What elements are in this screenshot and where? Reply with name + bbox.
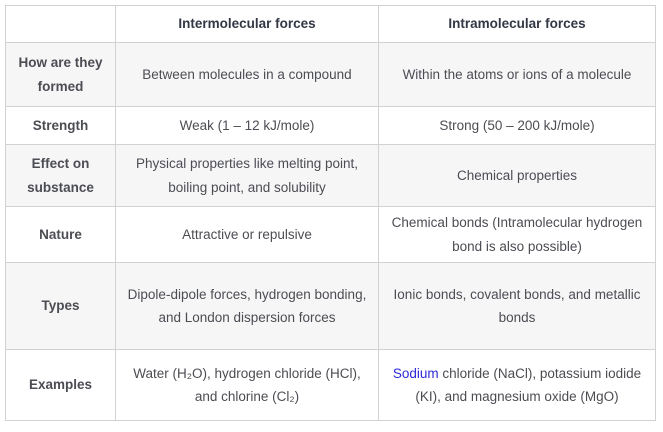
examples-intra-rest-text: chloride (NaCl), potassium iodide (KI), and magnesium oxide (MgO) (415, 365, 642, 405)
table-row-types (6, 263, 656, 350)
cell-types-intra: Ionic bonds, covalent bonds, and metallic bonds (379, 263, 656, 350)
cell-how-formed-inter: Between molecules in a compound (116, 43, 379, 107)
table-row-how-formed (6, 43, 656, 107)
row-label-examples: Examples (6, 350, 116, 421)
table-row-examples (6, 350, 656, 421)
table-row-nature (6, 207, 656, 263)
comparison-table-container (5, 5, 656, 421)
cell-nature-inter: Attractive or repulsive (116, 207, 379, 263)
cell-strength-inter: Weak (1 – 12 kJ/mole) (116, 107, 379, 145)
table-row-strength (6, 107, 656, 145)
cell-effect-inter: Physical properties like melting point, boiling point, and solubility (116, 145, 379, 207)
cell-strength-intra: Strong (50 – 200 kJ/mole) (379, 107, 656, 145)
cell-effect-intra: Chemical properties (379, 145, 656, 207)
row-label-effect: Effect on substance (6, 145, 116, 207)
row-label-types: Types (6, 263, 116, 350)
header-row (6, 6, 656, 43)
col-header-intermolecular: Intermolecular forces (116, 6, 379, 43)
table-row-effect (6, 145, 656, 207)
cell-types-inter: Dipole-dipole forces, hydrogen bonding, and London dispersion forces (116, 263, 379, 350)
cell-nature-intra: Chemical bonds (Intramolecular hydrogen bond is also possible) (379, 207, 656, 263)
corner-cell (6, 6, 116, 43)
cell-how-formed-intra: Within the atoms or ions of a molecule (379, 43, 656, 107)
cell-examples-intra (379, 350, 656, 421)
forces-comparison-table (5, 5, 656, 421)
row-label-strength: Strength (6, 107, 116, 145)
cell-examples-inter: Water (H₂O), hydrogen chloride (HCl), and chlorine (Cl₂) (116, 350, 379, 421)
col-header-intramolecular: Intramolecular forces (379, 6, 656, 43)
sodium-link[interactable]: Sodium (392, 365, 439, 381)
row-label-nature: Nature (6, 207, 116, 263)
row-label-how-formed: How are they formed (6, 43, 116, 107)
